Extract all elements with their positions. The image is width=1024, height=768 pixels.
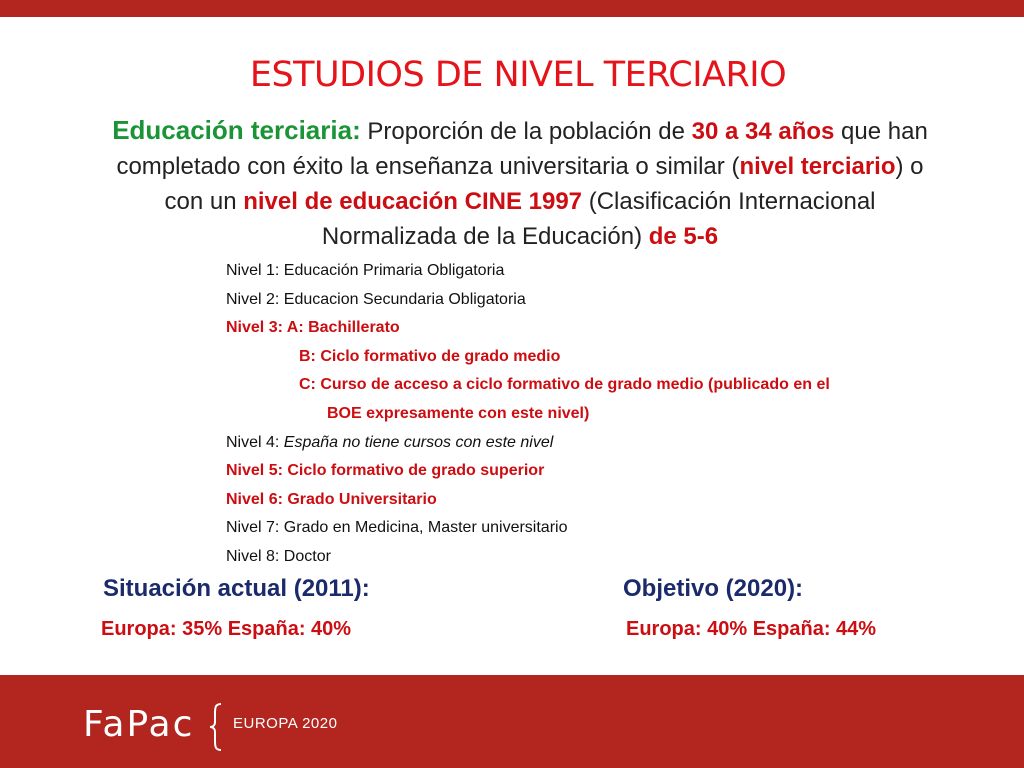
brace-icon — [207, 702, 225, 752]
intro-level-range: de 5-6 — [648, 223, 719, 250]
level-6: Nivel 6: Grado Universitario — [226, 490, 437, 508]
slide-title: ESTUDIOS DE NIVEL TERCIARIO — [249, 55, 787, 95]
intro-text-3: ) o con un — [164, 153, 924, 215]
footer-label: EUROPA 2020 — [233, 715, 338, 732]
level-3a: Nivel 3: A: Bachillerato — [226, 319, 400, 337]
level-4 — [226, 429, 996, 458]
target-values: Europa: 40% España: 44% — [626, 618, 877, 640]
level-5: Nivel 5: Ciclo formativo de grado superior — [226, 462, 545, 480]
level-4-note: España no tiene cursos con este nivel — [283, 433, 554, 451]
levels-list — [226, 257, 996, 572]
intro-text-2: que han completado con éxito la enseñanza universitaria o similar ( — [116, 118, 928, 180]
intro-lead: Educación terciaria: — [112, 115, 361, 145]
intro-tertiary-level: nivel terciario — [739, 153, 896, 180]
top-band — [0, 0, 1024, 17]
intro-paragraph — [104, 113, 936, 254]
current-situation-values: Europa: 35% España: 40% — [101, 618, 352, 640]
logo-wordmark: FaPac — [83, 704, 195, 745]
level-1: Nivel 1: Educación Primaria Obligatoria — [226, 262, 505, 279]
level-3b: B: Ciclo formativo de grado medio — [299, 347, 561, 365]
level-2: Nivel 2: Educacion Secundaria Obligatoria — [226, 290, 526, 308]
current-situation-title: Situación actual (2011): — [103, 575, 370, 602]
footer-band — [0, 675, 1024, 768]
intro-age-range: 30 a 34 años — [691, 118, 835, 145]
intro-text-1: Proporción de la población de — [360, 118, 692, 145]
target-title: Objetivo (2020): — [623, 575, 804, 602]
intro-text-4: (Clasificación Internacional Normalizada de la Educación) — [321, 188, 876, 250]
level-3c-continued: BOE expresamente con este nivel) — [327, 404, 590, 422]
level-4-label: Nivel 4: — [226, 433, 284, 451]
level-7: Nivel 7: Grado en Medicina, Master universitario — [226, 519, 568, 537]
level-3c: C: Curso de acceso a ciclo formativo de grado medio (publicado en el — [299, 376, 830, 394]
intro-cine-level: nivel de educación CINE 1997 — [243, 188, 583, 215]
level-8: Nivel 8: Doctor — [226, 547, 331, 565]
